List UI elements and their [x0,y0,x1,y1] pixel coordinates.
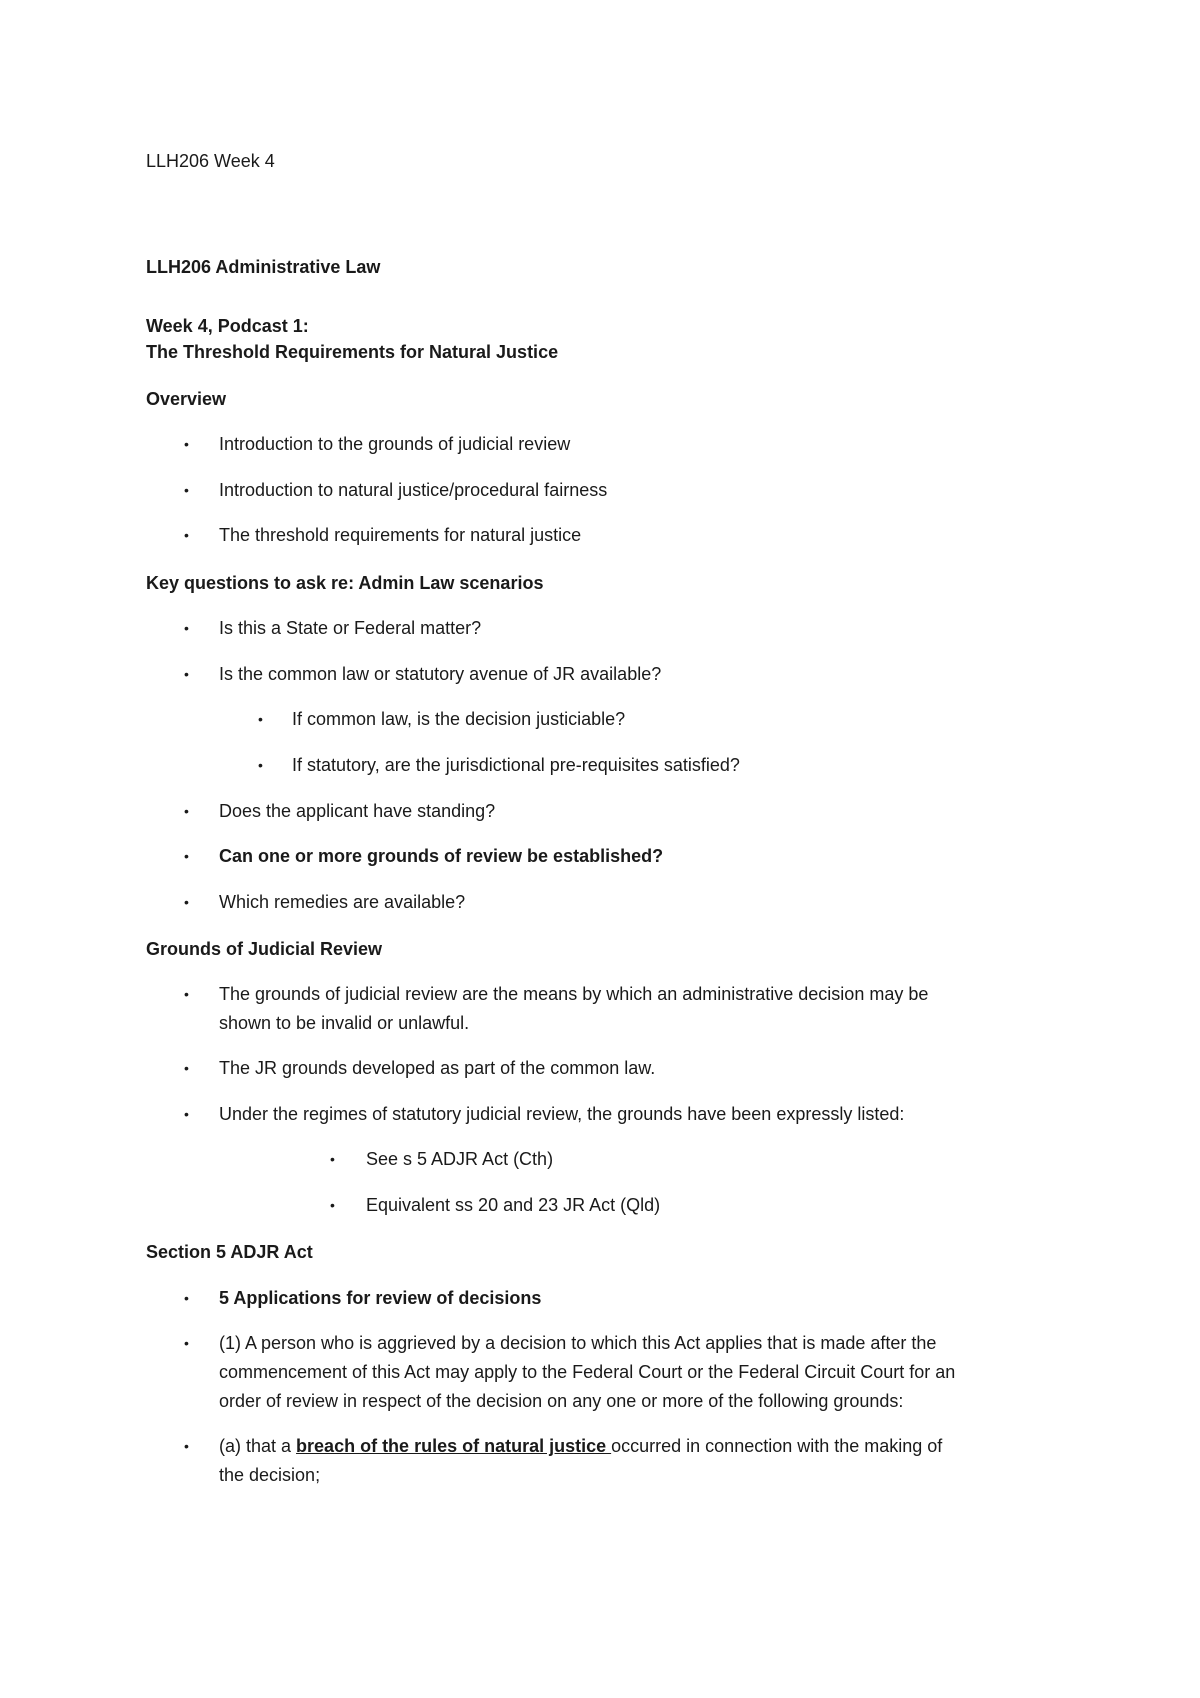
page-header: LLH206 Week 4 [146,151,275,171]
bullet-icon: • [184,1290,189,1306]
bullet-icon: • [184,1106,189,1122]
sub-question-item: If statutory, are the jurisdictional pre-requisites satisfied? [292,755,740,775]
question-item: Is the common law or statutory avenue of JR available? [219,664,662,684]
bullet-icon: • [330,1197,335,1213]
bullet-icon: • [258,757,263,773]
question-item: Can one or more grounds of review be established? [219,846,664,866]
bullet-icon: • [258,711,263,727]
grounds-item-continued: shown to be invalid or unlawful. [219,1013,470,1033]
key-questions-heading: Key questions to ask re: Admin Law scenarios [146,573,544,593]
bullet-icon: • [184,436,189,452]
bullet-icon: • [330,1151,335,1167]
question-item: Is this a State or Federal matter? [219,618,482,638]
section5-text-pre: (a) that a [219,1436,297,1456]
bullet-icon: • [184,527,189,543]
grounds-item: The grounds of judicial review are the means by which an administrative decision may be [219,984,929,1004]
section5-item [219,1433,942,1459]
section5-item: (1) A person who is aggrieved by a decision to which this Act applies that is made after the [219,1333,937,1353]
bullet-icon: • [184,848,189,864]
overview-item: Introduction to natural justice/procedural fairness [219,480,608,500]
section5-text-post: occurred in connection with the making of [611,1436,943,1456]
section5-item-continued: commencement of this Act may apply to the Federal Court or the Federal Circuit Court for an [219,1362,956,1382]
section5-item-continued: the decision; [219,1465,321,1485]
bullet-icon: • [184,482,189,498]
question-item: Which remedies are available? [219,892,466,912]
course-title: LLH206 Administrative Law [146,257,381,277]
bullet-icon: • [184,894,189,910]
podcast-title: The Threshold Requirements for Natural Justice [146,342,559,362]
section5-heading: Section 5 ADJR Act [146,1242,313,1262]
bullet-icon: • [184,620,189,636]
overview-item: The threshold requirements for natural justice [219,525,582,545]
grounds-item: Under the regimes of statutory judicial review, the grounds have been expressly listed: [219,1104,905,1124]
bullet-icon: • [184,1060,189,1076]
bullet-icon: • [184,986,189,1002]
grounds-sub-item: See s 5 ADJR Act (Cth) [366,1149,554,1169]
sub-question-item: If common law, is the decision justiciable? [292,709,626,729]
grounds-heading: Grounds of Judicial Review [146,939,383,959]
natural-justice-emphasis: breach of the rules of natural justice [296,1436,612,1456]
grounds-item: The JR grounds developed as part of the common law. [219,1058,656,1078]
podcast-label: Week 4, Podcast 1: [146,316,309,336]
bullet-icon: • [184,1335,189,1351]
grounds-sub-item: Equivalent ss 20 and 23 JR Act (Qld) [366,1195,661,1215]
overview-item: Introduction to the grounds of judicial review [219,434,571,454]
section5-item-continued: order of review in respect of the decision on any one or more of the following grounds: [219,1391,904,1411]
bullet-icon: • [184,1438,189,1454]
bullet-icon: • [184,666,189,682]
bullet-icon: • [184,803,189,819]
section5-item: 5 Applications for review of decisions [219,1288,542,1308]
question-item: Does the applicant have standing? [219,801,496,821]
overview-heading: Overview [146,389,227,409]
